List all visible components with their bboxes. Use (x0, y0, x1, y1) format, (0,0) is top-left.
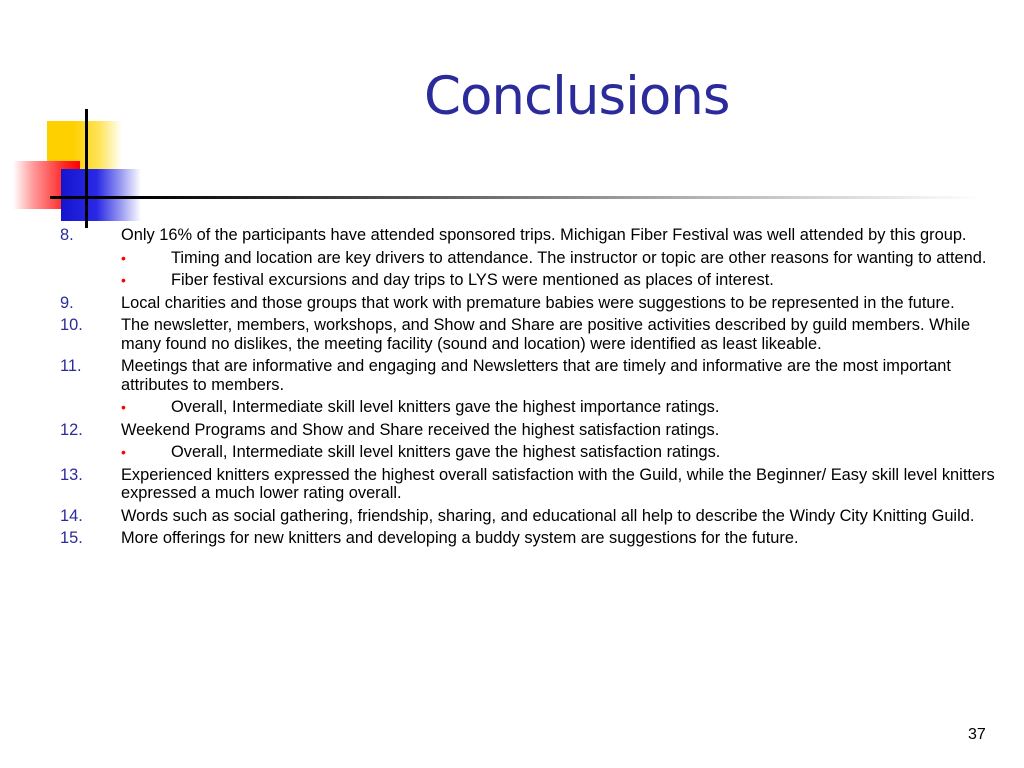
conclusion-subitem (0, 398, 996, 417)
conclusion-item (0, 294, 996, 313)
bullet-icon: • (121, 249, 126, 266)
conclusion-item (0, 466, 996, 503)
blue-square-decoration (61, 169, 141, 221)
slide-title: Conclusions (424, 66, 730, 127)
item-number: 9. (60, 293, 74, 312)
conclusion-item (0, 529, 996, 548)
item-text: Meetings that are informative and engaging and Newsletters that are timely and informative are the most important attributes to members. (121, 357, 951, 394)
item-number: 10. (60, 316, 83, 334)
item-text: Words such as social gathering, friendship, sharing, and educational all help to describe the Windy City Knitting Guild. (121, 506, 975, 525)
item-text: Only 16% of the participants have attended sponsored trips. Michigan Fiber Festival was well attended by this group. (121, 226, 967, 244)
bullet-icon: • (121, 399, 126, 415)
item-number: 15. (60, 529, 83, 547)
item-number: 13. (60, 465, 83, 484)
item-text: The newsletter, members, workshops, and Show and Share are positive activities described by guild members. While many found no dislikes, the meeting facility (sound and location) were identified as least likeable. (121, 316, 971, 353)
item-text: Local charities and those groups that work with premature babies were suggestions to be represented in the future. (121, 293, 955, 312)
item-number: 14. (60, 506, 83, 525)
conclusion-item (0, 357, 996, 394)
conclusions-list (0, 226, 1024, 552)
subitem-text: Timing and location are key drivers to attendance. The instructor or topic are other reasons for wanting to attend. (171, 248, 987, 267)
vertical-rule-decoration (85, 109, 88, 228)
subitem-text: Overall, Intermediate skill level knitters gave the highest satisfaction ratings. (171, 443, 721, 461)
item-text: Experienced knitters expressed the highest overall satisfaction with the Guild, while the Beginner/ Easy skill level knitters expressed a much lower rating overall. (121, 465, 995, 502)
item-number: 11. (60, 357, 82, 375)
conclusion-item (0, 421, 996, 440)
page-number: 37 (968, 726, 986, 743)
item-text: More offerings for new knitters and developing a buddy system are suggestions for the future. (121, 529, 799, 547)
item-number: 12. (60, 420, 83, 439)
subitem-text: Overall, Intermediate skill level knitters gave the highest importance ratings. (171, 398, 720, 416)
item-number: 8. (60, 226, 74, 244)
conclusion-item (0, 226, 996, 245)
bullet-icon: • (121, 444, 126, 460)
conclusion-subitem (0, 271, 996, 290)
conclusion-subitem (0, 443, 996, 462)
conclusion-item (0, 316, 996, 353)
conclusion-item (0, 507, 996, 526)
conclusion-subitem (0, 249, 996, 268)
item-text: Weekend Programs and Show and Share received the highest satisfaction ratings. (121, 420, 720, 439)
bullet-icon: • (121, 272, 126, 288)
subitem-text: Fiber festival excursions and day trips to LYS were mentioned as places of interest. (171, 271, 774, 289)
title-underline-rule (50, 196, 980, 199)
